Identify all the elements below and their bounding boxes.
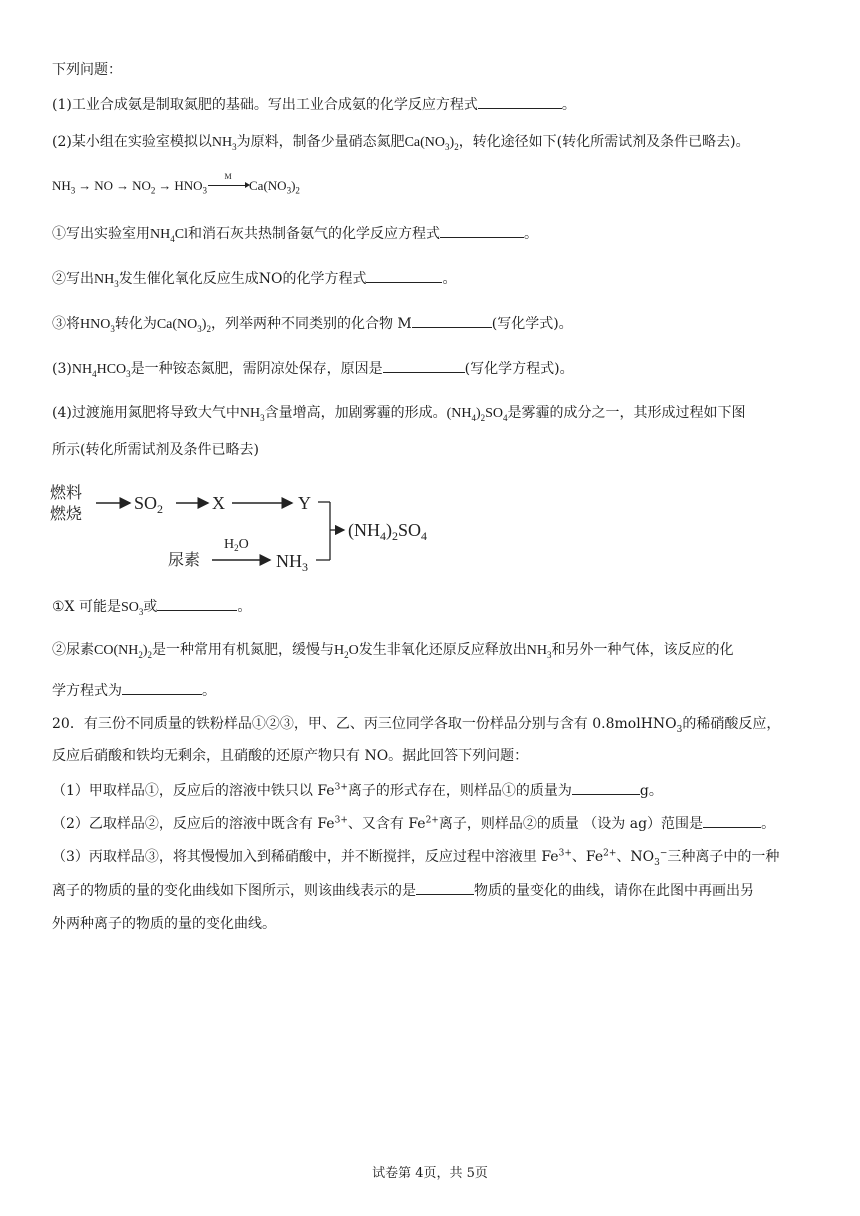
question-2-sub-2: ②写出$NH_3$发生催化氧化反应生成NO的化学方程式 。 xyxy=(52,268,456,290)
diagram-fuel-2: 燃烧 xyxy=(50,504,83,523)
diagram-fuel-1: 燃料 xyxy=(50,483,83,502)
question-20-part-2: （2）乙取样品②，反应后的溶液中既含有 $Fe^{3+}$、又含有 $Fe^{2+}$离子，则样品②的质量 （设为 ag）范围是 。 xyxy=(52,813,775,834)
question-2-sub-1: ①写出实验室用$NH_4Cl$和消石灰共热制备氨气的化学反应方程式 。 xyxy=(52,223,538,245)
diagram-x: X xyxy=(212,493,225,513)
formation-diagram xyxy=(48,478,468,578)
diagram-product: (NH xyxy=(348,520,380,540)
question-2: (2)某小组在实验室模拟以$NH_3$为原料，制备少量硝态氮肥$Ca(NO_3)_2$，转化途径如下(转化所需试剂及条件已略去)。 xyxy=(52,134,750,152)
question-4-sub-1: ①X 可能是$SO_3$或 。 xyxy=(52,596,251,618)
diagram-nh3: NH xyxy=(276,551,302,571)
svg-text:H2O: $H_2O$ xyxy=(224,537,249,553)
question-20-part-1: （1）甲取样品①，反应后的溶液中铁只以 $Fe^{3+}$离子的形式存在，则样品①的质量为 g。 xyxy=(52,780,663,801)
question-4-sub-2: ②尿素$CO(NH_2)_2$是一种常用有机氮肥，缓慢与$H_2O$发生非氧化还原反应释放出$NH_3$和另外一种气体，该反应的化 xyxy=(52,642,734,660)
question-2-sub-3: ③将$HNO_3$转化为$Ca(NO_3)_2$，列举两种不同类别的化合物 M (写化学式)。 xyxy=(52,313,573,335)
svg-text:(NH4)2SO4: $(NH_4)_2SO_4$ xyxy=(348,520,428,543)
question-20: 20．有三份不同质量的铁粉样品①②③，甲、乙、丙三位同学各取一份样品分别与含有 0.8molHNO$_3$的稀硝酸反应， xyxy=(52,716,781,735)
question-3: $(3)NH_4HCO_3$是一种铵态氮肥，需阴凉处保存，原因是 (写化学方程式)。 xyxy=(52,358,574,380)
diagram-h2o: H xyxy=(224,537,235,552)
question-20-part-3-line-3: 外两种离子的物质的量的变化曲线。 xyxy=(52,916,276,932)
diagram-y: Y xyxy=(298,493,311,513)
diagram-urea: 尿素 xyxy=(168,550,201,569)
conversion-path: $NH_3$ → NO → $NO_2 \to HNO_3$ M $Ca(NO_3)_2$ xyxy=(52,172,300,196)
question-4: (4)过渡施用氮肥将导致大气中$NH_3$含量增高，加剧雾霾的形成。$(NH_4)_2SO_4$是雾霾的成分之一，其形成过程如下图 xyxy=(52,405,746,423)
svg-text:NH3: $NH_3$ xyxy=(276,551,308,574)
question-20-part-3: （3）丙取样品③，将其慢慢加入到稀硝酸中，并不断搅拌，反应过程中溶液里 $Fe^{3+}$、$Fe^{2+}$、$NO_3^-$三种离子中的一种 xyxy=(52,848,780,868)
question-4-sub-2-line-2: 学方程式为 。 xyxy=(52,680,216,701)
svg-text:SO2: $SO_2$ xyxy=(134,493,164,516)
diagram-so2: SO xyxy=(134,493,158,513)
page-footer: 试卷第 4页，共 5页 xyxy=(372,1166,488,1181)
question-1: (1)工业合成氨是制取氮肥的基础。写出工业合成氨的化学反应方程式 。 xyxy=(52,94,576,115)
question-4-line-2: 所示(转化所需试剂及条件已略去) xyxy=(52,442,259,458)
question-20-part-3-line-2: 离子的物质的量的变化曲线如下图所示，则该曲线表示的是 物质的量变化的曲线，请你在此图中再画出另 xyxy=(52,880,754,901)
intro-text: 下列问题： xyxy=(52,62,122,78)
question-20-line-2: 反应后硝酸和铁均无剩余，且硝酸的还原产物只有 NO。据此回答下列问题： xyxy=(52,748,529,764)
